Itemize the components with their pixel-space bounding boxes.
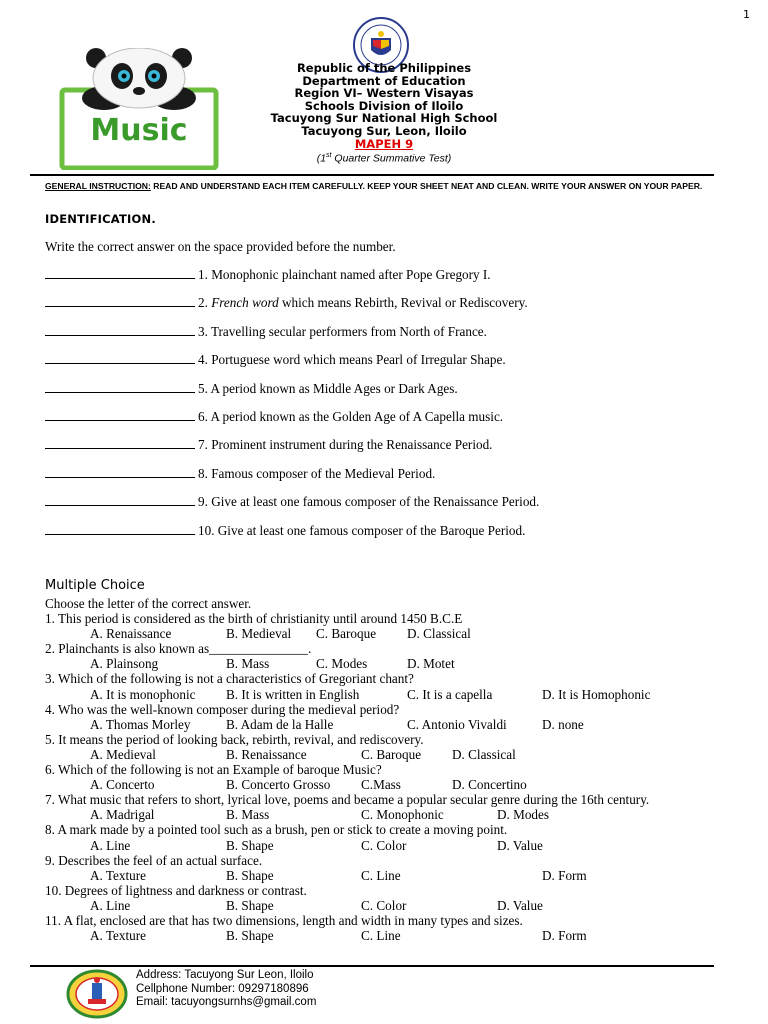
question-text: 4. Who was the well-known composer during the medieval period? — [45, 701, 400, 717]
identification-item: 3. Travelling secular performers from North of France. — [45, 323, 735, 351]
option-a[interactable]: A. Renaissance — [90, 626, 172, 642]
question-options — [45, 928, 745, 943]
question-text: 3. Which of the following is not a characteristics of Gregoriant chant? — [45, 671, 414, 687]
identification-item: 2. French word which means Rebirth, Revival or Rediscovery. — [45, 294, 735, 322]
header-line-4: Schools Division of Iloilo — [304, 98, 464, 113]
option-c[interactable]: C. Color — [361, 837, 407, 853]
option-d[interactable]: D. Form — [542, 867, 587, 883]
subject-title: MAPEH 9 — [354, 136, 414, 151]
question-options — [45, 868, 745, 883]
option-d[interactable]: D. Classical — [452, 746, 516, 762]
footer-address: Address: Tacuyong Sur Leon, Iloilo — [136, 969, 314, 981]
question-options — [45, 687, 745, 702]
logo-text: Music — [90, 113, 188, 148]
option-b[interactable]: B. Adam de la Halle — [226, 716, 334, 732]
identification-item: 10. Give at least one famous composer of the Baroque Period. — [45, 522, 735, 550]
footer-phone: Cellphone Number: 09297180896 — [136, 982, 309, 995]
option-c[interactable]: C. Baroque — [361, 746, 422, 762]
question-options — [45, 717, 745, 732]
header-line-3: Region VI– Western Visayas — [294, 86, 474, 101]
option-d[interactable]: D. Motet — [407, 656, 455, 672]
general-instruction-text: READ AND UNDERSTAND EACH ITEM CAREFULLY. KEEP YOUR SHEET NEAT AND CLEAN. WRITE YOUR ANSWER ON YOUR PAPER. — [150, 181, 703, 191]
option-c[interactable]: C.Mass — [361, 777, 401, 793]
question-text: 11. A flat, enclosed are that has two dimensions, length and width in many types and sizes. — [45, 912, 523, 928]
option-b[interactable]: B. Medieval — [226, 626, 292, 642]
option-c[interactable]: C. It is a capella — [407, 686, 493, 702]
question-text: 9. Describes the feel of an actual surface. — [45, 852, 263, 868]
option-b[interactable]: B. Shape — [226, 928, 274, 944]
option-b[interactable]: B. Concerto Grosso — [226, 777, 331, 793]
answer-blank[interactable] — [45, 266, 195, 279]
general-instruction — [45, 181, 725, 192]
question-options — [45, 656, 745, 671]
option-d[interactable]: D. Value — [497, 897, 543, 913]
option-d[interactable]: D. Concertino — [452, 777, 527, 793]
answer-blank[interactable] — [45, 294, 195, 307]
question-text: 8. A mark made by a pointed tool such as a brush, pen or stick to create a moving point. — [45, 822, 508, 838]
question-options — [45, 898, 745, 913]
option-c[interactable]: C. Baroque — [316, 626, 377, 642]
header-line-5: Tacuyong Sur National High School — [270, 111, 498, 126]
option-c[interactable]: C. Monophonic — [361, 807, 444, 823]
option-d[interactable]: D. Classical — [407, 626, 471, 642]
option-c[interactable]: C. Line — [361, 928, 401, 944]
answer-blank[interactable] — [45, 408, 195, 421]
option-d[interactable]: D. Value — [497, 837, 543, 853]
option-a[interactable]: A. Thomas Morley — [90, 716, 191, 732]
option-a[interactable]: A. Line — [90, 837, 131, 853]
option-d[interactable]: D. none — [542, 716, 584, 732]
option-b[interactable]: B. Shape — [226, 867, 274, 883]
option-c[interactable]: C. Modes — [316, 656, 368, 672]
option-b[interactable]: B. Mass — [226, 656, 270, 672]
header-line-1: Republic of the Philippines — [296, 61, 472, 75]
identification-item: 4. Portuguese word which means Pearl of Irregular Shape. — [45, 351, 735, 379]
page-number: 1 — [743, 8, 750, 21]
question-text: 5. It means the period of looking back, rebirth, revival, and rediscovery. — [45, 731, 424, 747]
option-b[interactable]: B. Mass — [226, 807, 270, 823]
answer-blank[interactable] — [45, 493, 195, 506]
answer-blank[interactable] — [45, 522, 195, 535]
option-c[interactable]: C. Antonio Vivaldi — [407, 716, 507, 732]
answer-blank[interactable] — [45, 436, 195, 449]
question-text: 1. This period is considered as the birth of christianity until around 1450 B.C.E — [45, 611, 463, 627]
option-b[interactable]: B. Shape — [226, 837, 274, 853]
question-text: 2. Plainchants is also known as_______________. — [45, 641, 312, 657]
identification-item: 8. Famous composer of the Medieval Period. — [45, 465, 735, 493]
identification-item: 1. Monophonic plainchant named after Pope Gregory I. — [45, 266, 735, 294]
option-a[interactable]: A. Line — [90, 897, 131, 913]
footer-contact — [136, 969, 316, 1010]
school-badge-icon — [66, 969, 128, 1019]
identification-list — [45, 266, 735, 550]
option-a[interactable]: A. Concerto — [90, 777, 155, 793]
option-c[interactable]: C. Color — [361, 897, 407, 913]
option-a[interactable]: A. Texture — [90, 928, 146, 944]
footer-email: Email: tacuyongsurnhs@gmail.com — [136, 996, 317, 1009]
music-panda-logo — [58, 48, 220, 170]
school-header — [230, 62, 538, 165]
identification-item: 6. A period known as the Golden Age of A Capella music. — [45, 408, 735, 436]
multiple-choice-instruction: Choose the letter of the correct answer. — [45, 596, 252, 611]
question-text: 6. Which of the following is not an Example of baroque Music? — [45, 762, 382, 778]
question-options — [45, 838, 745, 853]
option-a[interactable]: A. It is monophonic — [90, 686, 196, 702]
header-divider — [30, 174, 714, 176]
option-a[interactable]: A. Madrigal — [90, 807, 155, 823]
answer-blank[interactable] — [45, 380, 195, 393]
option-a[interactable]: A. Texture — [90, 867, 146, 883]
quarter-label: (1st Quarter Summative Test) — [316, 152, 452, 165]
question-options — [45, 777, 745, 792]
option-b[interactable]: B. Shape — [226, 897, 274, 913]
footer-divider — [30, 965, 714, 967]
option-b[interactable]: B. It is written in English — [226, 686, 360, 702]
identification-instruction: Write the correct answer on the space provided before the number. — [45, 239, 396, 254]
answer-blank[interactable] — [45, 351, 195, 364]
option-d[interactable]: D. Modes — [497, 807, 550, 823]
option-a[interactable]: A. Plainsong — [90, 656, 159, 672]
option-d[interactable]: D. Form — [542, 928, 587, 944]
answer-blank[interactable] — [45, 323, 195, 336]
identification-item: 7. Prominent instrument during the Renaissance Period. — [45, 436, 735, 464]
question-text: 10. Degrees of lightness and darkness or contrast. — [45, 882, 307, 898]
question-options — [45, 626, 745, 641]
option-d[interactable]: D. It is Homophonic — [542, 686, 651, 702]
multiple-choice-section — [45, 596, 745, 943]
identification-title: IDENTIFICATION. — [45, 212, 156, 226]
header-line-2: Department of Education — [302, 73, 466, 88]
identification-item: 5. A period known as Middle Ages or Dark Ages. — [45, 380, 735, 408]
option-b[interactable]: B. Renaissance — [226, 746, 307, 762]
general-instruction-label: GENERAL INSTRUCTION: — [45, 181, 151, 191]
multiple-choice-title: Multiple Choice — [45, 578, 145, 593]
question-text: 7. What music that refers to short, lyrical love, poems and became a popular secular genre during the 16th century. — [45, 792, 650, 808]
option-a[interactable]: A. Medieval — [90, 746, 156, 762]
question-options — [45, 807, 745, 822]
question-options — [45, 747, 745, 762]
answer-blank[interactable] — [45, 465, 195, 478]
identification-item: 9. Give at least one famous composer of the Renaissance Period. — [45, 493, 735, 521]
option-c[interactable]: C. Line — [361, 867, 401, 883]
header-line-6: Tacuyong Sur, Leon, Iloilo — [301, 123, 467, 138]
